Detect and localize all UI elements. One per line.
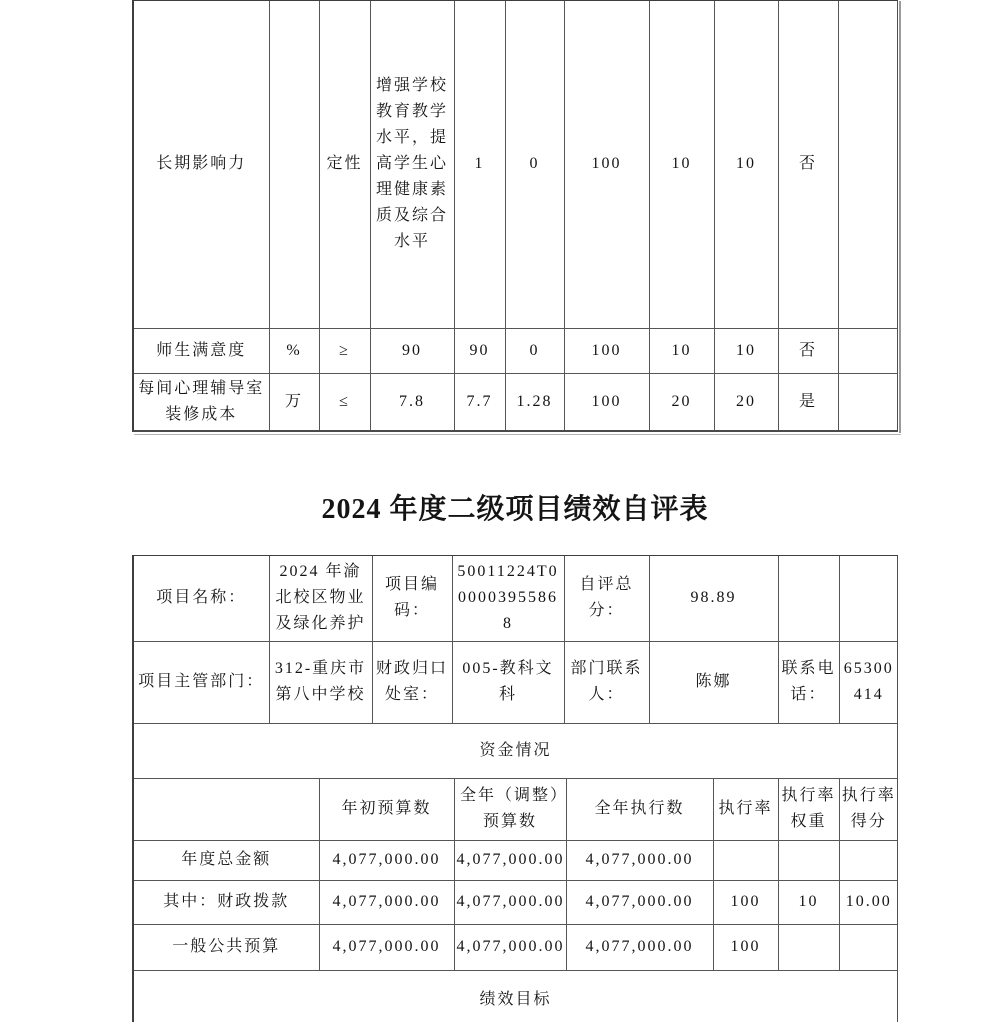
project-info-grid: [134, 556, 898, 723]
exec-score-cell: 10.00: [839, 880, 898, 924]
funding-header-cell: 执行率权重: [778, 779, 839, 840]
funding-label-cell: 年度总金额: [134, 840, 319, 880]
nature-cell: ≥: [319, 328, 370, 373]
nature-cell: ≤: [319, 373, 370, 430]
table-bottom-shadow-line: [134, 434, 901, 435]
indicator-row: [134, 1, 898, 328]
empty-cell: [839, 556, 898, 641]
indicator-row: [134, 373, 898, 430]
value2-cell: 0: [505, 1, 564, 328]
exec-rate-cell: [713, 840, 778, 880]
finance-office-value-cell: 005-教科文科: [452, 641, 564, 723]
initial-budget-cell: 4,077,000.00: [319, 880, 454, 924]
performance-section-title-grid: [134, 971, 897, 1022]
funding-row: [134, 924, 898, 970]
project-name-label-cell: 项目名称：: [134, 556, 269, 641]
indicator-name-cell: 每间心理辅导室装修成本: [134, 373, 269, 430]
score-cell: 20: [714, 373, 778, 430]
funding-section-title-row: [134, 724, 897, 778]
funding-header-cell: 全年（调整）预算数: [454, 779, 566, 840]
empty-cell: [778, 556, 839, 641]
exec-rate-cell: 100: [713, 924, 778, 970]
weight-cell: 10: [649, 1, 714, 328]
rate-cell: 100: [564, 328, 649, 373]
funding-row: [134, 880, 898, 924]
project-name-row: [134, 556, 898, 641]
project-name-value-cell: 2024 年渝北校区物业及绿化养护: [269, 556, 372, 641]
rate-cell: 100: [564, 373, 649, 430]
phone-label-cell: 联系电话：: [778, 641, 839, 723]
executed-amount-cell: 4,077,000.00: [566, 840, 713, 880]
exec-rate-cell: 100: [713, 880, 778, 924]
value1-cell: 1: [454, 1, 505, 328]
nature-cell: 定性: [319, 1, 370, 328]
indicator-name-cell: 长期影响力: [134, 1, 269, 328]
executed-amount-cell: 4,077,000.00: [566, 880, 713, 924]
page-title: 2024 年度二级项目绩效自评表: [321, 494, 709, 525]
initial-budget-cell: 4,077,000.00: [319, 840, 454, 880]
value2-cell: 1.28: [505, 373, 564, 430]
indicator-name-cell: 师生满意度: [134, 328, 269, 373]
veto-cell: 否: [778, 1, 838, 328]
funding-row: [134, 840, 898, 880]
department-label-cell: 项目主管部门：: [134, 641, 269, 723]
table-right-shadow-line: [899, 1, 901, 433]
contact-label-cell: 部门联系人：: [564, 641, 649, 723]
performance-section-title-row: [134, 971, 897, 1022]
performance-section-title: 绩效目标: [134, 971, 897, 1022]
adjusted-budget-cell: 4,077,000.00: [454, 924, 566, 970]
funding-label-cell: 一般公共预算: [134, 924, 319, 970]
project-code-label-cell: 项目编码：: [372, 556, 452, 641]
exec-weight-cell: [778, 840, 839, 880]
weight-cell: 20: [649, 373, 714, 430]
self-score-label-cell: 自评总分：: [564, 556, 649, 641]
self-evaluation-table: [132, 555, 898, 1022]
self-score-value-cell: 98.89: [649, 556, 778, 641]
value1-cell: 7.7: [454, 373, 505, 430]
indicator-row: [134, 328, 898, 373]
value2-cell: 0: [505, 328, 564, 373]
department-value-cell: 312-重庆市第八中学校: [269, 641, 372, 723]
target-cell: 90: [370, 328, 454, 373]
funding-grid: [134, 779, 898, 970]
funding-section-title: 资金情况: [134, 724, 897, 778]
project-code-value-cell: 50011224T000003955868: [452, 556, 564, 641]
adjusted-budget-cell: 4,077,000.00: [454, 880, 566, 924]
executed-amount-cell: 4,077,000.00: [566, 924, 713, 970]
note-cell: [838, 373, 898, 430]
department-row: [134, 641, 898, 723]
funding-header-cell: 执行率得分: [839, 779, 898, 840]
funding-header-cell: 全年执行数: [566, 779, 713, 840]
target-cell: 增强学校教育教学水平，提高学生心理健康素质及综合水平: [370, 1, 454, 328]
phone-value-cell: 65300414: [839, 641, 898, 723]
veto-cell: 是: [778, 373, 838, 430]
rate-cell: 100: [564, 1, 649, 328]
note-cell: [838, 328, 898, 373]
contact-value-cell: 陈娜: [649, 641, 778, 723]
funding-header-cell: 执行率: [713, 779, 778, 840]
exec-weight-cell: 10: [778, 880, 839, 924]
funding-label-cell: 其中：财政拨款: [134, 880, 319, 924]
score-cell: 10: [714, 328, 778, 373]
weight-cell: 10: [649, 328, 714, 373]
funding-header-cell: 年初预算数: [319, 779, 454, 840]
note-cell: [838, 1, 898, 328]
exec-weight-cell: [778, 924, 839, 970]
score-cell: 10: [714, 1, 778, 328]
adjusted-budget-cell: 4,077,000.00: [454, 840, 566, 880]
initial-budget-cell: 4,077,000.00: [319, 924, 454, 970]
exec-score-cell: [839, 840, 898, 880]
value1-cell: 90: [454, 328, 505, 373]
funding-header-row: [134, 779, 898, 840]
veto-cell: 否: [778, 328, 838, 373]
target-cell: 7.8: [370, 373, 454, 430]
exec-score-cell: [839, 924, 898, 970]
funding-section-title-grid: [134, 724, 897, 778]
finance-office-label-cell: 财政归口处室：: [372, 641, 452, 723]
unit-cell: %: [269, 328, 319, 373]
unit-cell: 万: [269, 373, 319, 430]
unit-cell: [269, 1, 319, 328]
funding-header-cell: [134, 779, 319, 840]
indicator-table: [132, 0, 898, 432]
indicator-table-grid: [134, 1, 898, 430]
